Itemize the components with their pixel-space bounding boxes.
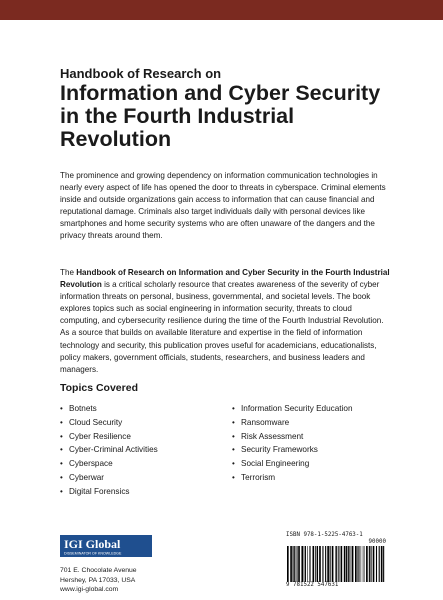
topics-heading: Topics Covered (60, 382, 138, 394)
isbn-label (286, 532, 386, 546)
logo-text: IGI Global (64, 537, 121, 551)
description-paragraph-2 (60, 267, 392, 376)
topic-item: • Social Engineering (232, 457, 353, 471)
topic-item: • Cyberwar (60, 471, 158, 485)
topic-item: • Cyber Resilience (60, 430, 158, 444)
topic-item: • Digital Forensics (60, 485, 158, 499)
barcode-number: 9 781522 547631 (286, 582, 339, 588)
price-addon: 90000 (368, 539, 386, 545)
topics-list-right (232, 402, 353, 485)
topic-item: • Security Frameworks (232, 443, 353, 457)
topic-item: • Cyber-Criminal Activities (60, 443, 158, 457)
description-paragraph-1: The prominence and growing dependency on information communication technologies in nearly every aspect of life has opened the door to threats in cyberspace. Criminal elements inside and outside organizations gain access to information that can cause financial and reputational damage. Criminals also target individuals daily with personal devices like smartphones and home security systems who are often unaware of the dangers and the privacy threats around them. (60, 171, 386, 241)
paragraph-2-lead: The (60, 268, 77, 277)
topic-item: • Terrorism (232, 471, 353, 485)
paragraph-2-book-title: Handbook of Research on Information and Cyber Security in the Fourth Industrial Revolution (60, 268, 390, 290)
topic-item: • Botnets (60, 402, 158, 416)
barcode-icon (286, 546, 386, 582)
topic-item: • Information Security Education (232, 402, 353, 416)
topic-item: • Ransomware (232, 416, 353, 430)
publisher-logo (60, 535, 152, 557)
publisher-website: www.igi-global.com (60, 586, 119, 593)
address-city: Hershey, PA 17033, USA (60, 576, 136, 584)
topic-item: • Cloud Security (60, 416, 158, 430)
logo-tagline: DISSEMINATOR OF KNOWLEDGE (64, 551, 122, 556)
topic-item: • Cyberspace (60, 457, 158, 471)
address-street: 701 E. Chocolate Avenue (60, 567, 137, 574)
paragraph-2-body: is a critical scholarly resource that creates awareness of the severity of cyber information threats on personal, business, governmental, and societal levels. The book explores topics such as social engineering in information security, threats to cloud computing, and cybersecurity resilience during the time of the Fourth Industrial Revolution. As a source that builds on available literature and expertise in the field of information technology and security, this publication proves useful for academicians, educationalists, policy makers, government officials, students, researchers, and business leaders and managers. (60, 280, 384, 374)
book-title: Information and Cyber Security in the Fourth Industrial Revolution (60, 81, 381, 151)
book-pre-title: Handbook of Research on (60, 66, 222, 81)
publisher-address (60, 566, 137, 595)
top-color-band (0, 0, 443, 20)
topic-item: • Risk Assessment (232, 430, 353, 444)
topics-list-left (60, 402, 158, 499)
isbn-number: ISBN 978-1-5225-4763-1 (286, 532, 363, 538)
